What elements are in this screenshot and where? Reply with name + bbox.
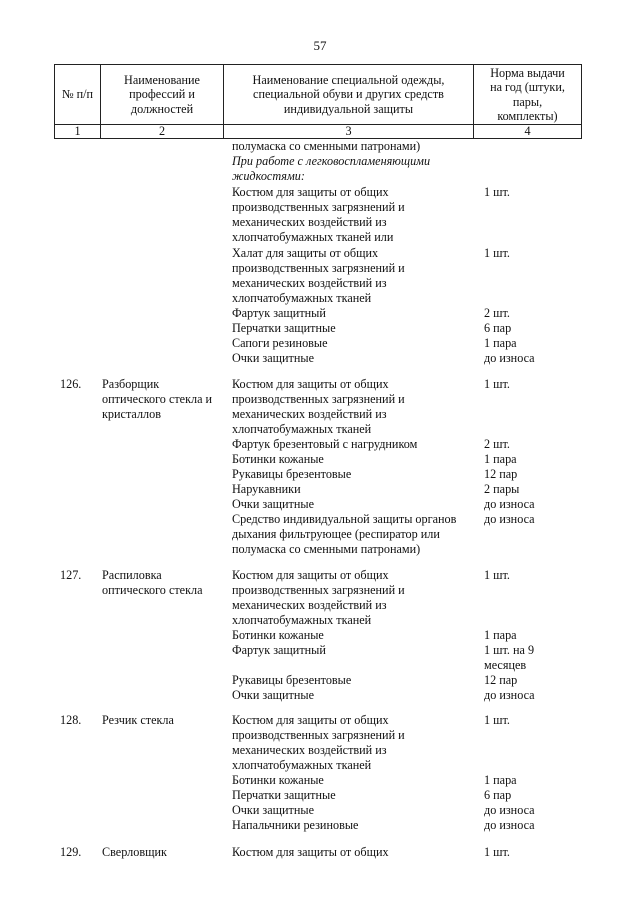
- equipment-item: Средство индивидуальной защиты органов: [232, 512, 457, 526]
- norm-value: 1 шт. на 9: [484, 643, 535, 657]
- page-number: 57: [313, 38, 327, 53]
- column-number-3: 3: [224, 125, 474, 139]
- column-number-1: 1: [55, 125, 101, 139]
- equipment-item: механических воздействий из: [232, 276, 387, 290]
- equipment-item: хлопчатобумажных тканей: [232, 291, 372, 305]
- norm-value: до износа: [484, 818, 535, 832]
- equipment-item: Очки защитные: [232, 688, 314, 702]
- equipment-item: При работе с легковоспламеняющими: [232, 154, 431, 168]
- norm-value: 2 шт.: [484, 306, 510, 320]
- norm-value: 1 шт.: [484, 713, 510, 727]
- equipment-item: механических воздействий из: [232, 215, 387, 229]
- equipment-item: Очки защитные: [232, 803, 314, 817]
- norm-value: 1 шт.: [484, 246, 510, 260]
- equipment-item: Очки защитные: [232, 497, 314, 511]
- equipment-item: производственных загрязнений и: [232, 200, 405, 214]
- equipment-item: Костюм для защиты от общих: [232, 185, 389, 199]
- equipment-item: Фартук защитный: [232, 643, 326, 657]
- row-number: 129.: [60, 845, 82, 859]
- profession-name: Разборщик: [102, 377, 160, 391]
- equipment-item: Халат для защиты от общих: [232, 246, 379, 260]
- norm-value: 1 пара: [484, 773, 517, 787]
- norm-value: 12 пар: [484, 467, 518, 481]
- equipment-item: Перчатки защитные: [232, 321, 336, 335]
- equipment-item: механических воздействий из: [232, 598, 387, 612]
- header-profession: Наименование профессий и должностей: [101, 65, 224, 125]
- equipment-item: механических воздействий из: [232, 407, 387, 421]
- equipment-item: Рукавицы брезентовые: [232, 467, 352, 481]
- equipment-item: Ботинки кожаные: [232, 452, 324, 466]
- norm-value: 2 пары: [484, 482, 520, 496]
- table-header: [54, 64, 582, 139]
- equipment-item: хлопчатобумажных тканей: [232, 613, 372, 627]
- norm-value: 6 пар: [484, 788, 512, 802]
- equipment-item: Фартук защитный: [232, 306, 326, 320]
- equipment-item: производственных загрязнений и: [232, 261, 405, 275]
- equipment-item: Нарукавники: [232, 482, 301, 496]
- equipment-item: Рукавицы брезентовые: [232, 673, 352, 687]
- equipment-item: полумаска со сменными патронами): [232, 542, 421, 556]
- norm-value: 1 пара: [484, 336, 517, 350]
- equipment-item: хлопчатобумажных тканей: [232, 422, 372, 436]
- profession-name: Резчик стекла: [102, 713, 174, 727]
- equipment-item: производственных загрязнений и: [232, 392, 405, 406]
- header-equipment: Наименование специальной одежды, специальной обуви и других средств индивидуальной защиты: [224, 65, 474, 125]
- profession-name: Распиловка: [102, 568, 162, 582]
- header-number: [55, 65, 101, 125]
- norm-value: до износа: [484, 512, 535, 526]
- equipment-item: Ботинки кожаные: [232, 773, 324, 787]
- equipment-item: Напальчники резиновые: [232, 818, 359, 832]
- header-number-text: № п/п: [61, 87, 94, 102]
- equipment-item: механических воздействий из: [232, 743, 387, 757]
- norm-value: до износа: [484, 351, 535, 365]
- norm-value: 1 пара: [484, 452, 517, 466]
- column-number-4: 4: [474, 125, 582, 139]
- norm-value: 12 пар: [484, 673, 518, 687]
- norm-value: 2 шт.: [484, 437, 510, 451]
- profession-name: оптического стекла и: [102, 392, 213, 406]
- norm-value: 1 пара: [484, 628, 517, 642]
- header-norm: Норма выдачи на год (штуки, пары, комплекты): [474, 65, 582, 125]
- row-number: 128.: [60, 713, 82, 727]
- equipment-item: Костюм для защиты от общих: [232, 713, 389, 727]
- equipment-item: Сапоги резиновые: [232, 336, 328, 350]
- equipment-item: Фартук брезентовый с нагрудником: [232, 437, 418, 451]
- profession-name: оптического стекла: [102, 583, 203, 597]
- norm-value: до износа: [484, 688, 535, 702]
- equipment-item: Ботинки кожаные: [232, 628, 324, 642]
- equipment-item: производственных загрязнений и: [232, 583, 405, 597]
- equipment-item: Костюм для защиты от общих: [232, 377, 389, 391]
- equipment-item: жидкостями:: [232, 169, 305, 183]
- equipment-item: производственных загрязнений и: [232, 728, 405, 742]
- norm-value: 1 шт.: [484, 845, 510, 859]
- norm-value: до износа: [484, 497, 535, 511]
- equipment-item: дыхания фильтрующее (респиратор или: [232, 527, 440, 541]
- column-number-2: 2: [101, 125, 224, 139]
- equipment-item: Перчатки защитные: [232, 788, 336, 802]
- equipment-item: полумаска со сменными патронами): [232, 139, 421, 153]
- norm-value: 1 шт.: [484, 377, 510, 391]
- norm-value: месяцев: [484, 658, 527, 672]
- norm-value: 1 шт.: [484, 568, 510, 582]
- equipment-item: хлопчатобумажных тканей: [232, 758, 372, 772]
- equipment-item: Костюм для защиты от общих: [232, 845, 389, 859]
- profession-name: Сверловщик: [102, 845, 167, 859]
- norm-value: до износа: [484, 803, 535, 817]
- norm-value: 1 шт.: [484, 185, 510, 199]
- equipment-item: Очки защитные: [232, 351, 314, 365]
- equipment-item: Костюм для защиты от общих: [232, 568, 389, 582]
- row-number: 127.: [60, 568, 82, 582]
- profession-name: кристаллов: [102, 407, 161, 421]
- norm-value: 6 пар: [484, 321, 512, 335]
- row-number: 126.: [60, 377, 82, 391]
- equipment-item: хлопчатобумажных тканей или: [232, 230, 394, 244]
